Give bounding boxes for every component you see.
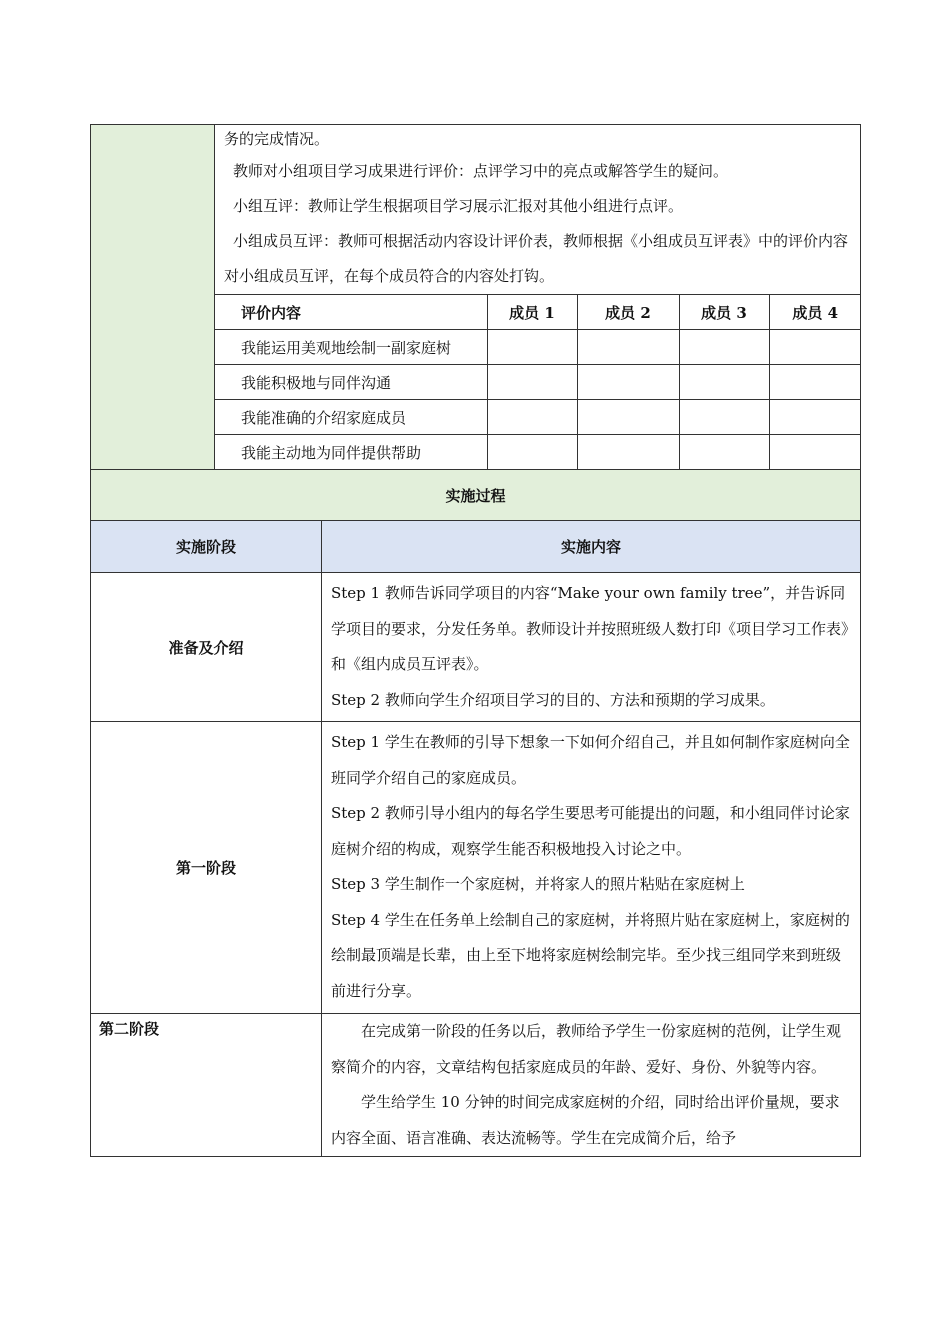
stage-line: Step 1 学生在教师的引导下想象一下如何介绍自己，并且如何制作家庭树向全班同学介绍自己的家庭成员。 (331, 733, 850, 787)
header-member-1: 成员 1 (487, 295, 577, 330)
table-row (215, 365, 861, 400)
header-evaluation-content: 评价内容 (215, 295, 487, 330)
header-member-2: 成员 2 (577, 295, 679, 330)
check-cell[interactable] (487, 330, 577, 365)
check-cell[interactable] (769, 330, 861, 365)
check-cell[interactable] (679, 435, 769, 470)
stage-content (322, 722, 861, 1014)
stage-name: 第一阶段 (91, 722, 322, 1014)
process-table (90, 470, 861, 1157)
check-cell[interactable] (577, 365, 679, 400)
table-row (215, 400, 861, 435)
criterion-label: 我能运用美观地绘制一副家庭树 (215, 330, 487, 365)
check-cell[interactable] (487, 400, 577, 435)
stage-name: 第二阶段 (91, 1014, 322, 1157)
table-row (215, 330, 861, 365)
stage-line: Step 2 教师引导小组内的每名学生要思考可能提出的问题，和小组同伴讨论家庭树介绍的构成，观察学生能否积极地投入讨论之中。 (331, 804, 850, 858)
column-header-stage: 实施阶段 (91, 521, 322, 573)
evaluation-paragraph: 务的完成情况。 (224, 130, 330, 148)
check-cell[interactable] (577, 400, 679, 435)
stage-content (322, 573, 861, 722)
evaluation-paragraph: 小组互评：教师让学生根据项目学习展示汇报对其他小组进行点评。 (233, 197, 684, 215)
check-cell[interactable] (487, 365, 577, 400)
check-cell[interactable] (577, 330, 679, 365)
peer-evaluation-table (215, 294, 861, 469)
table-header-row (215, 295, 861, 330)
check-cell[interactable] (487, 435, 577, 470)
check-cell[interactable] (577, 435, 679, 470)
evaluation-label-cell (91, 125, 215, 470)
evaluation-content-cell (215, 125, 861, 470)
stage-line: Step 3 学生制作一个家庭树，并将家人的照片粘贴在家庭树上 (331, 875, 745, 893)
stage-content (322, 1014, 861, 1157)
check-cell[interactable] (769, 365, 861, 400)
header-member-3: 成员 3 (679, 295, 769, 330)
stage-name: 准备及介绍 (91, 573, 322, 722)
criterion-label: 我能主动地为同伴提供帮助 (215, 435, 487, 470)
evaluation-paragraph: 教师对小组项目学习成果进行评价：点评学习中的亮点或解答学生的疑问。 (233, 162, 729, 180)
stage-line: Step 2 教师向学生介绍项目学习的目的、方法和预期的学习成果。 (331, 690, 775, 709)
check-cell[interactable] (769, 435, 861, 470)
stage-line: Step 1 教师告诉同学项目的内容“Make your own family tree”，并告诉同学项目的要求，分发任务单。教师设计并按照班级人数打印《项目学习工作表》和《组内成员互评表》。 (331, 584, 849, 673)
check-cell[interactable] (679, 330, 769, 365)
evaluation-table (90, 124, 861, 470)
stage-line: Step 4 学生在任务单上绘制自己的家庭树，并将照片贴在家庭树上，家庭树的绘制最顶端是长辈，由上至下地将家庭树绘制完毕。至少找三组同学来到班级前进行分享。 (331, 910, 850, 1000)
document-page (90, 124, 860, 1157)
stage-line: 在完成第一阶段的任务以后，教师给予学生一份家庭树的范例，让学生观察简介的内容，文章结构包括家庭成员的年龄、爱好、身份、外貌等内容。 (331, 1022, 842, 1076)
stage-row (91, 722, 861, 1014)
check-cell[interactable] (679, 400, 769, 435)
check-cell[interactable] (769, 400, 861, 435)
header-member-4: 成员 4 (769, 295, 861, 330)
process-title: 实施过程 (91, 470, 861, 521)
criterion-label: 我能准确的介绍家庭成员 (215, 400, 487, 435)
check-cell[interactable] (679, 365, 769, 400)
stage-row (91, 1014, 861, 1157)
column-header-content: 实施内容 (322, 521, 861, 573)
evaluation-paragraph: 小组成员互评：教师可根据活动内容设计评价表，教师根据《小组成员互评表》中的评价内容对小组成员互评，在每个成员符合的内容处打钩。 (224, 232, 849, 285)
stage-row (91, 573, 861, 722)
table-row (215, 435, 861, 470)
criterion-label: 我能积极地与同伴沟通 (215, 365, 487, 400)
stage-line: 学生给学生 10 分钟的时间完成家庭树的介绍，同时给出评价量规，要求内容全面、语言准确、表达流畅等。学生在完成简介后，给予 (331, 1093, 840, 1147)
